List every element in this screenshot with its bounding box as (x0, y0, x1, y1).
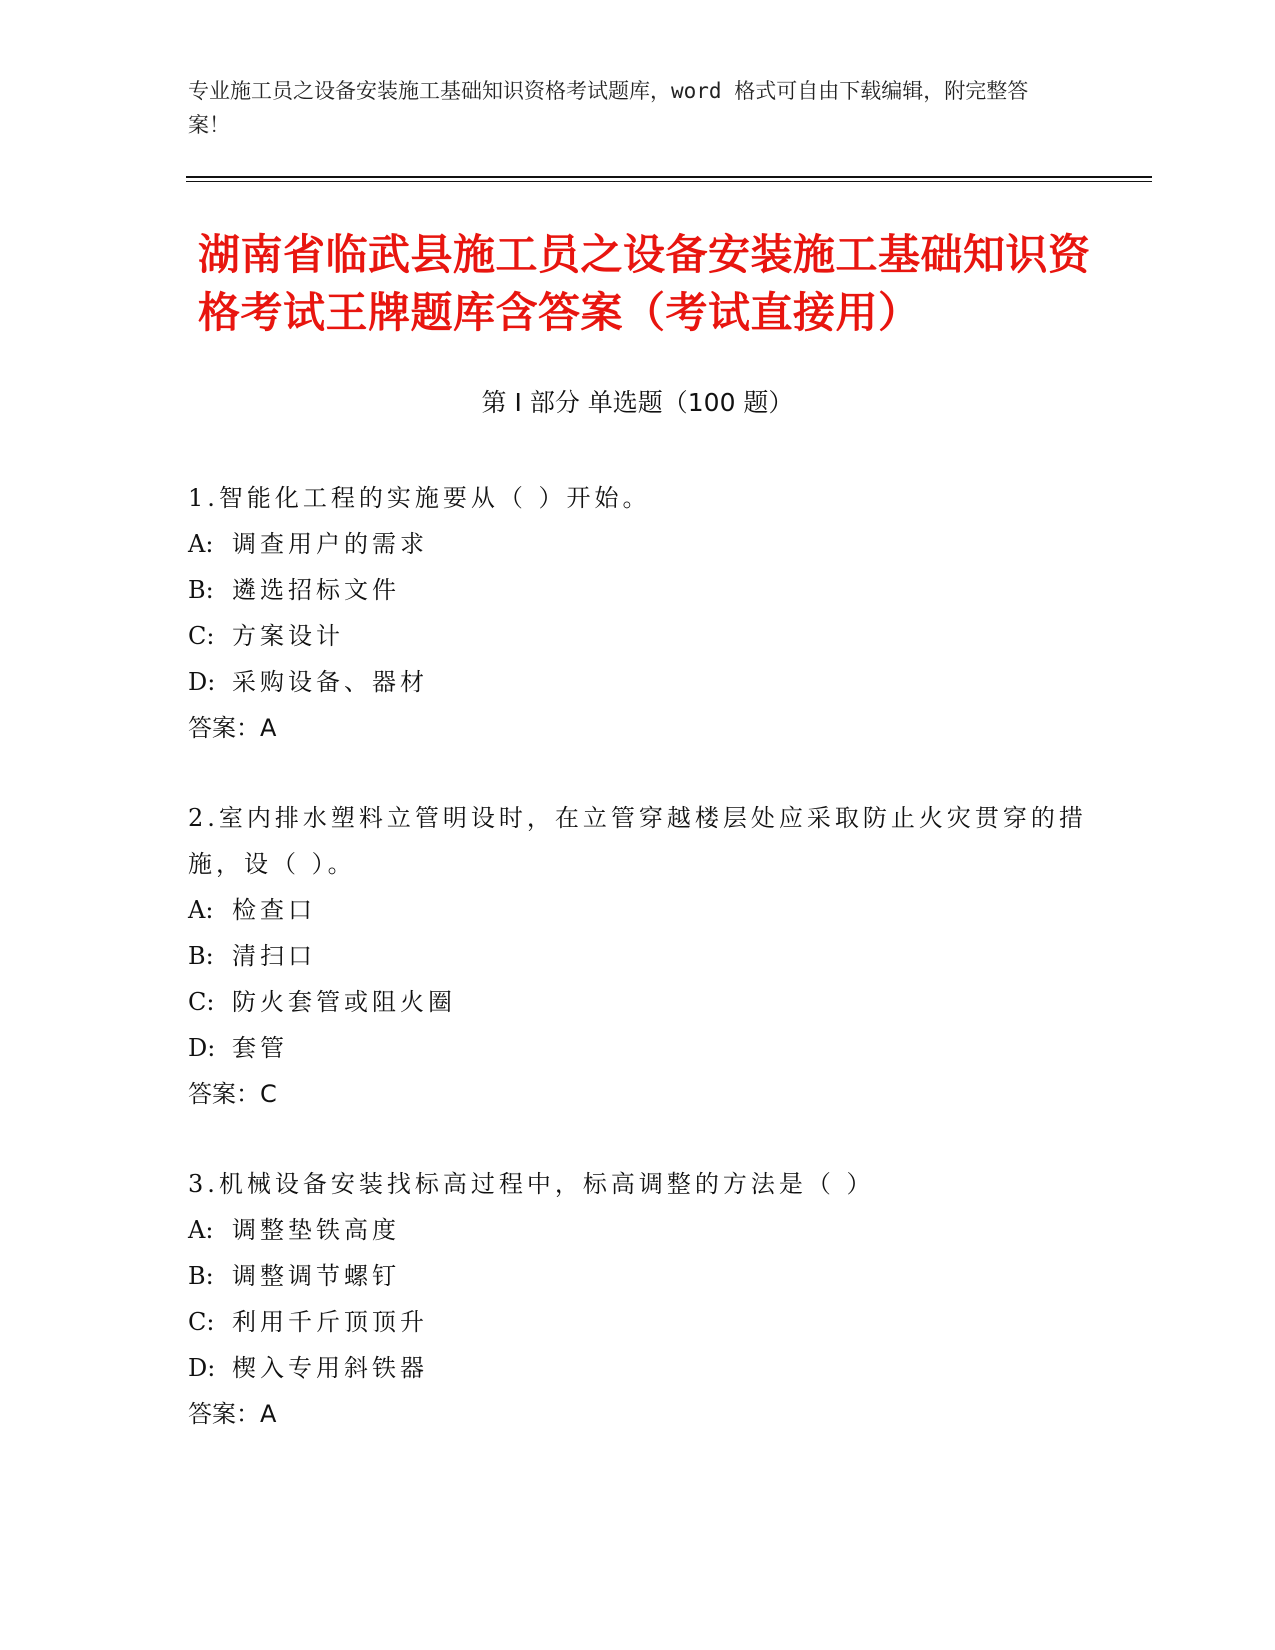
question-2 (188, 795, 1088, 1117)
option-key: B: (188, 1262, 214, 1290)
question-stem: 3.机械设备安装找标高过程中，标高调整的方法是（ ） (188, 1170, 875, 1198)
option-b (188, 567, 1088, 613)
answer-line: 答案：A (188, 714, 277, 742)
answer-line: 答案：A (188, 1400, 277, 1428)
option-text: 方案设计 (232, 622, 344, 650)
option-b (188, 1253, 1088, 1299)
option-key: A: (188, 896, 214, 924)
option-key: A: (188, 1216, 214, 1244)
option-key: D: (188, 668, 216, 696)
option-text: 调查用户的需求 (232, 530, 428, 558)
option-key: B: (188, 942, 214, 970)
option-key: D: (188, 1354, 216, 1382)
option-d (188, 1025, 1088, 1071)
option-text: 楔入专用斜铁器 (232, 1354, 428, 1382)
option-c (188, 613, 1088, 659)
option-c (188, 1299, 1088, 1345)
answer-line: 答案：C (188, 1080, 277, 1108)
question-stem: 2.室内排水塑料立管明设时，在立管穿越楼层处应采取防止火灾贯穿的措施，设（ ）。 (188, 804, 1087, 878)
option-text: 防火套管或阻火圈 (232, 988, 456, 1016)
option-key: C: (188, 988, 215, 1016)
option-key: C: (188, 1308, 215, 1336)
option-a (188, 521, 1088, 567)
option-d (188, 659, 1088, 705)
option-a (188, 887, 1088, 933)
header-divider-thin (186, 181, 1152, 182)
option-text: 调整垫铁高度 (232, 1216, 400, 1244)
option-d (188, 1345, 1088, 1391)
option-text: 调整调节螺钉 (232, 1262, 400, 1290)
question-list (188, 475, 1088, 1481)
question-3 (188, 1161, 1088, 1437)
document-title: 湖南省临武县施工员之设备安装施工基础知识资格考试王牌题库含答案（考试直接用） (198, 230, 1091, 337)
option-b (188, 933, 1088, 979)
option-key: C: (188, 622, 215, 650)
option-key: A: (188, 530, 214, 558)
option-text: 检查口 (232, 896, 316, 924)
option-text: 遴选招标文件 (232, 576, 400, 604)
question-1 (188, 475, 1088, 751)
option-key: B: (188, 576, 214, 604)
option-key: D: (188, 1034, 216, 1062)
option-text: 采购设备、器材 (232, 668, 428, 696)
option-text: 利用千斤顶顶升 (232, 1308, 428, 1336)
option-text: 清扫口 (232, 942, 316, 970)
option-c (188, 979, 1088, 1025)
header-divider-thick (186, 176, 1152, 178)
header-note: 专业施工员之设备安装施工基础知识资格考试题库，word 格式可自由下载编辑，附完整答案！ (188, 79, 1029, 137)
option-text: 套管 (232, 1034, 288, 1062)
option-a (188, 1207, 1088, 1253)
section-heading: 第 I 部分 单选题（100 题） (481, 388, 794, 417)
question-stem: 1.智能化工程的实施要从（ ）开始。 (188, 484, 651, 512)
